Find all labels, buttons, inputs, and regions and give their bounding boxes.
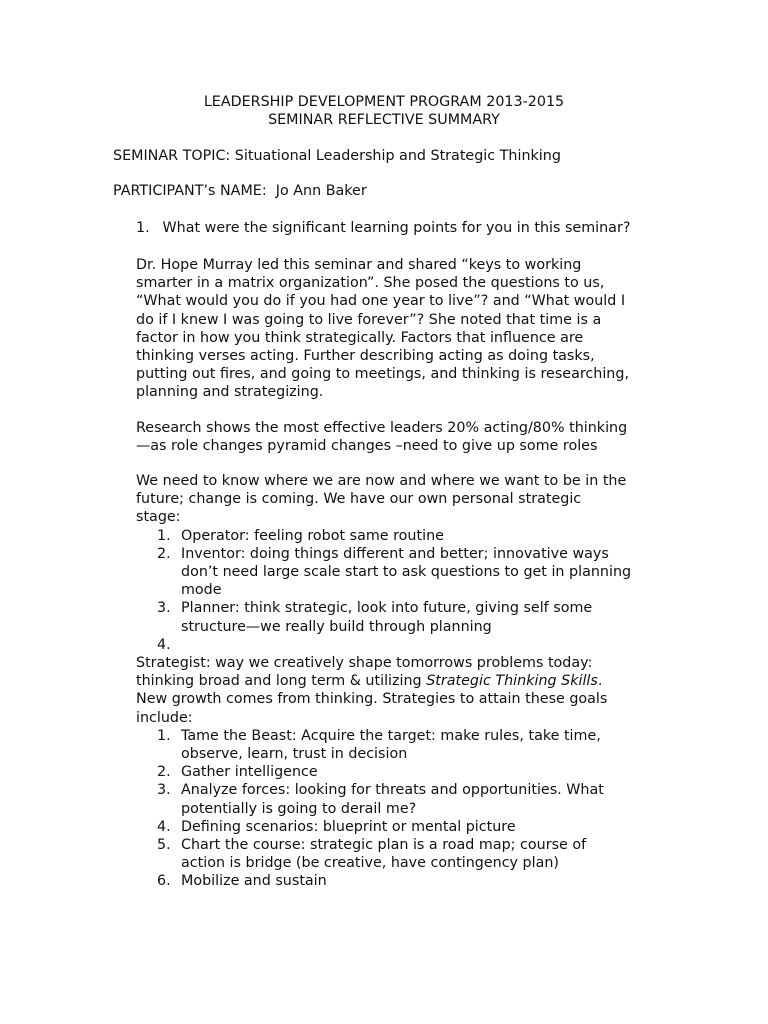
paragraph-line: smarter in a matrix organization”. She posed the questions to us, [136, 275, 605, 292]
paragraph-line: future; change is coming. We have our own personal strategic [136, 491, 582, 508]
paragraph-line: thinking broad and long term & utilizing Strategic Thinking Skills. [136, 673, 603, 690]
list-item: 4. Defining scenarios: blueprint or mental picture [157, 818, 516, 835]
list-item: 6. Mobilize and sustain [157, 873, 327, 890]
paragraph-line: New growth comes from thinking. Strategies to attain these goals [136, 691, 608, 708]
seminar-topic-value: Situational Leadership and Strategic Thinking [234, 148, 561, 164]
paragraph-1 [136, 256, 666, 402]
list-item: 2. Inventor: doing things different and better; innovative ways don’t need large scale start to ask questions to get in planning mode [157, 545, 632, 599]
paragraph-line: stage: [136, 509, 181, 526]
paragraph-line: Dr. Hope Murray led this seminar and shared “keys to working [136, 257, 582, 273]
stages-list [136, 527, 666, 654]
paragraph-line: planning and strategizing. [136, 384, 324, 401]
paragraph-line: putting out fires, and going to meetings, and thinking is researching, [136, 366, 629, 383]
strategies-list [136, 727, 666, 891]
paragraph-line: include: [136, 709, 193, 726]
paragraph-line: Strategist: way we creatively shape tomorrows problems today: [136, 655, 593, 671]
paragraph-line: do if I knew I was going to live forever”? She noted that time is a [136, 311, 602, 328]
question-1 [136, 219, 630, 237]
participant-name-label: PARTICIPANT’s NAME: [113, 183, 267, 199]
seminar-topic [113, 147, 561, 165]
paragraph-line: —as role changes pyramid changes –need to give up some roles [136, 438, 598, 455]
paragraph-2 [136, 419, 666, 455]
list-item: 3. Analyze forces: looking for threats and opportunities. What potentially is going to derail me? [157, 782, 604, 817]
question-text: What were the significant learning points for you in this seminar? [162, 220, 631, 236]
document-subtitle: SEMINAR REFLECTIVE SUMMARY [268, 112, 500, 128]
seminar-topic-label: SEMINAR TOPIC: [113, 148, 231, 164]
italic-phrase: Strategic Thinking Skills [426, 673, 598, 690]
paragraph-line: We need to know where we are now and where we want to be in the [136, 473, 627, 489]
question-number: 1. [136, 220, 150, 236]
list-item: 5. Chart the course: strategic plan is a road map; course of action is bridge (be creative, have contingency plan) [157, 837, 587, 872]
list-item: 2. Gather intelligence [157, 764, 318, 781]
list-item: 3. Planner: think strategic, look into future, giving self some structure—we really build through planning [157, 600, 593, 635]
document-title: LEADERSHIP DEVELOPMENT PROGRAM 2013-2015 [203, 94, 565, 110]
paragraph-line: thinking verses acting. Further describing acting as doing tasks, [136, 348, 595, 365]
paragraph-line: factor in how you think strategically. Factors that influence are [136, 329, 584, 346]
paragraph-line: “What would you do if you had one year to live”? and “What would I [136, 293, 626, 310]
participant-name [113, 182, 367, 200]
list-item: 1. Tame the Beast: Acquire the target: make rules, take time, observe, learn, trust in decision [157, 727, 601, 763]
paragraph-3 [136, 472, 666, 654]
participant-name-value: Jo Ann Baker [275, 183, 367, 199]
paragraph-line: Research shows the most effective leaders 20% acting/80% thinking [136, 420, 628, 436]
paragraph-4 [136, 654, 666, 891]
list-item: 4. [157, 636, 171, 653]
list-item: 1. Operator: feeling robot same routine [157, 527, 444, 544]
